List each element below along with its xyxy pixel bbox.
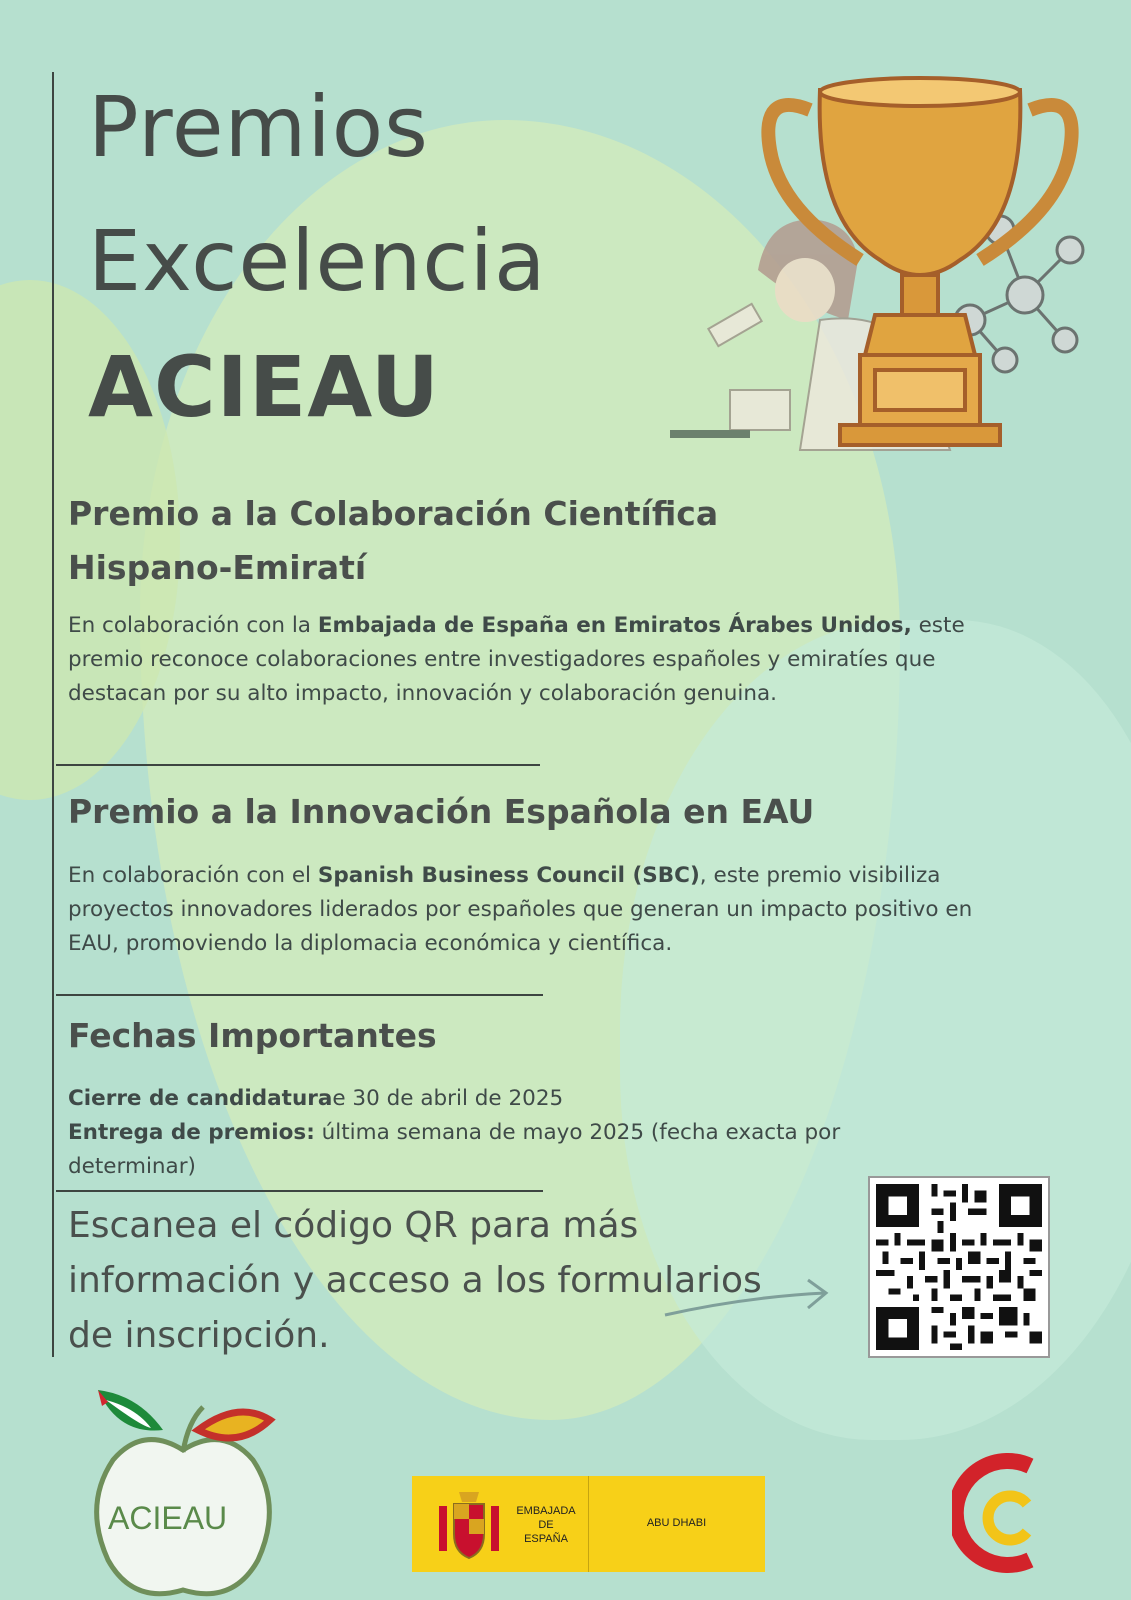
acieau-apple-logo xyxy=(88,1390,278,1600)
dates-title: Fechas Importantes xyxy=(68,1016,437,1055)
instituto-cervantes-logo xyxy=(952,1452,1042,1574)
award2-description: En colaboración con el Spanish Business Council (SBC), este premio visibiliza proyectos innovadores liderados por españoles que generan un impacto positivo en EAU, promoviendo la diplomacia económica y científica. xyxy=(68,863,973,956)
trophy-scientist-illustration xyxy=(670,70,1100,470)
dates-list: Cierre de candidaturae 30 de abril de 2025 Entrega de premios: última semana de mayo 2025 (fecha exacta por determinar) xyxy=(68,1086,841,1179)
section-divider xyxy=(56,1190,543,1192)
spain-flag-leaf-icon xyxy=(198,1412,270,1438)
qr-call-to-action: Escanea el código QR para más información y acceso a los formularios de inscripción. xyxy=(68,1205,762,1356)
vertical-rule xyxy=(52,72,54,1357)
embassy-logo xyxy=(412,1476,765,1572)
arrow-right-icon xyxy=(660,1270,840,1330)
acieau-logo-text: ACIEAU xyxy=(108,1500,228,1536)
section-divider xyxy=(56,764,540,766)
award1-description: En colaboración con la Embajada de España en Emiratos Árabes Unidos, este premio reconoce colaboraciones entre investigadores españoles y emiratíes que destacan por su alto impacto, innovación y colaboración genuina. xyxy=(68,613,965,706)
award1-title-line1: Premio a la Colaboración Científica xyxy=(68,494,719,533)
embassy-name: EMBAJADA DE ESPAÑA xyxy=(516,1505,576,1545)
qr-code[interactable] xyxy=(868,1176,1050,1358)
spain-coat-of-arms-icon xyxy=(434,1488,504,1562)
award1-title-line2: Hispano-Emiratí xyxy=(68,548,367,587)
award2-title: Premio a la Innovación Española en EAU xyxy=(68,792,815,831)
title-line-2: Excelencia xyxy=(88,212,547,310)
title-line-1: Premios xyxy=(88,78,429,176)
title-line-3: ACIEAU xyxy=(88,338,440,436)
qr-code-icon xyxy=(870,1178,1048,1356)
embassy-city: ABU DHABI xyxy=(646,1517,707,1529)
section-divider xyxy=(56,994,543,996)
